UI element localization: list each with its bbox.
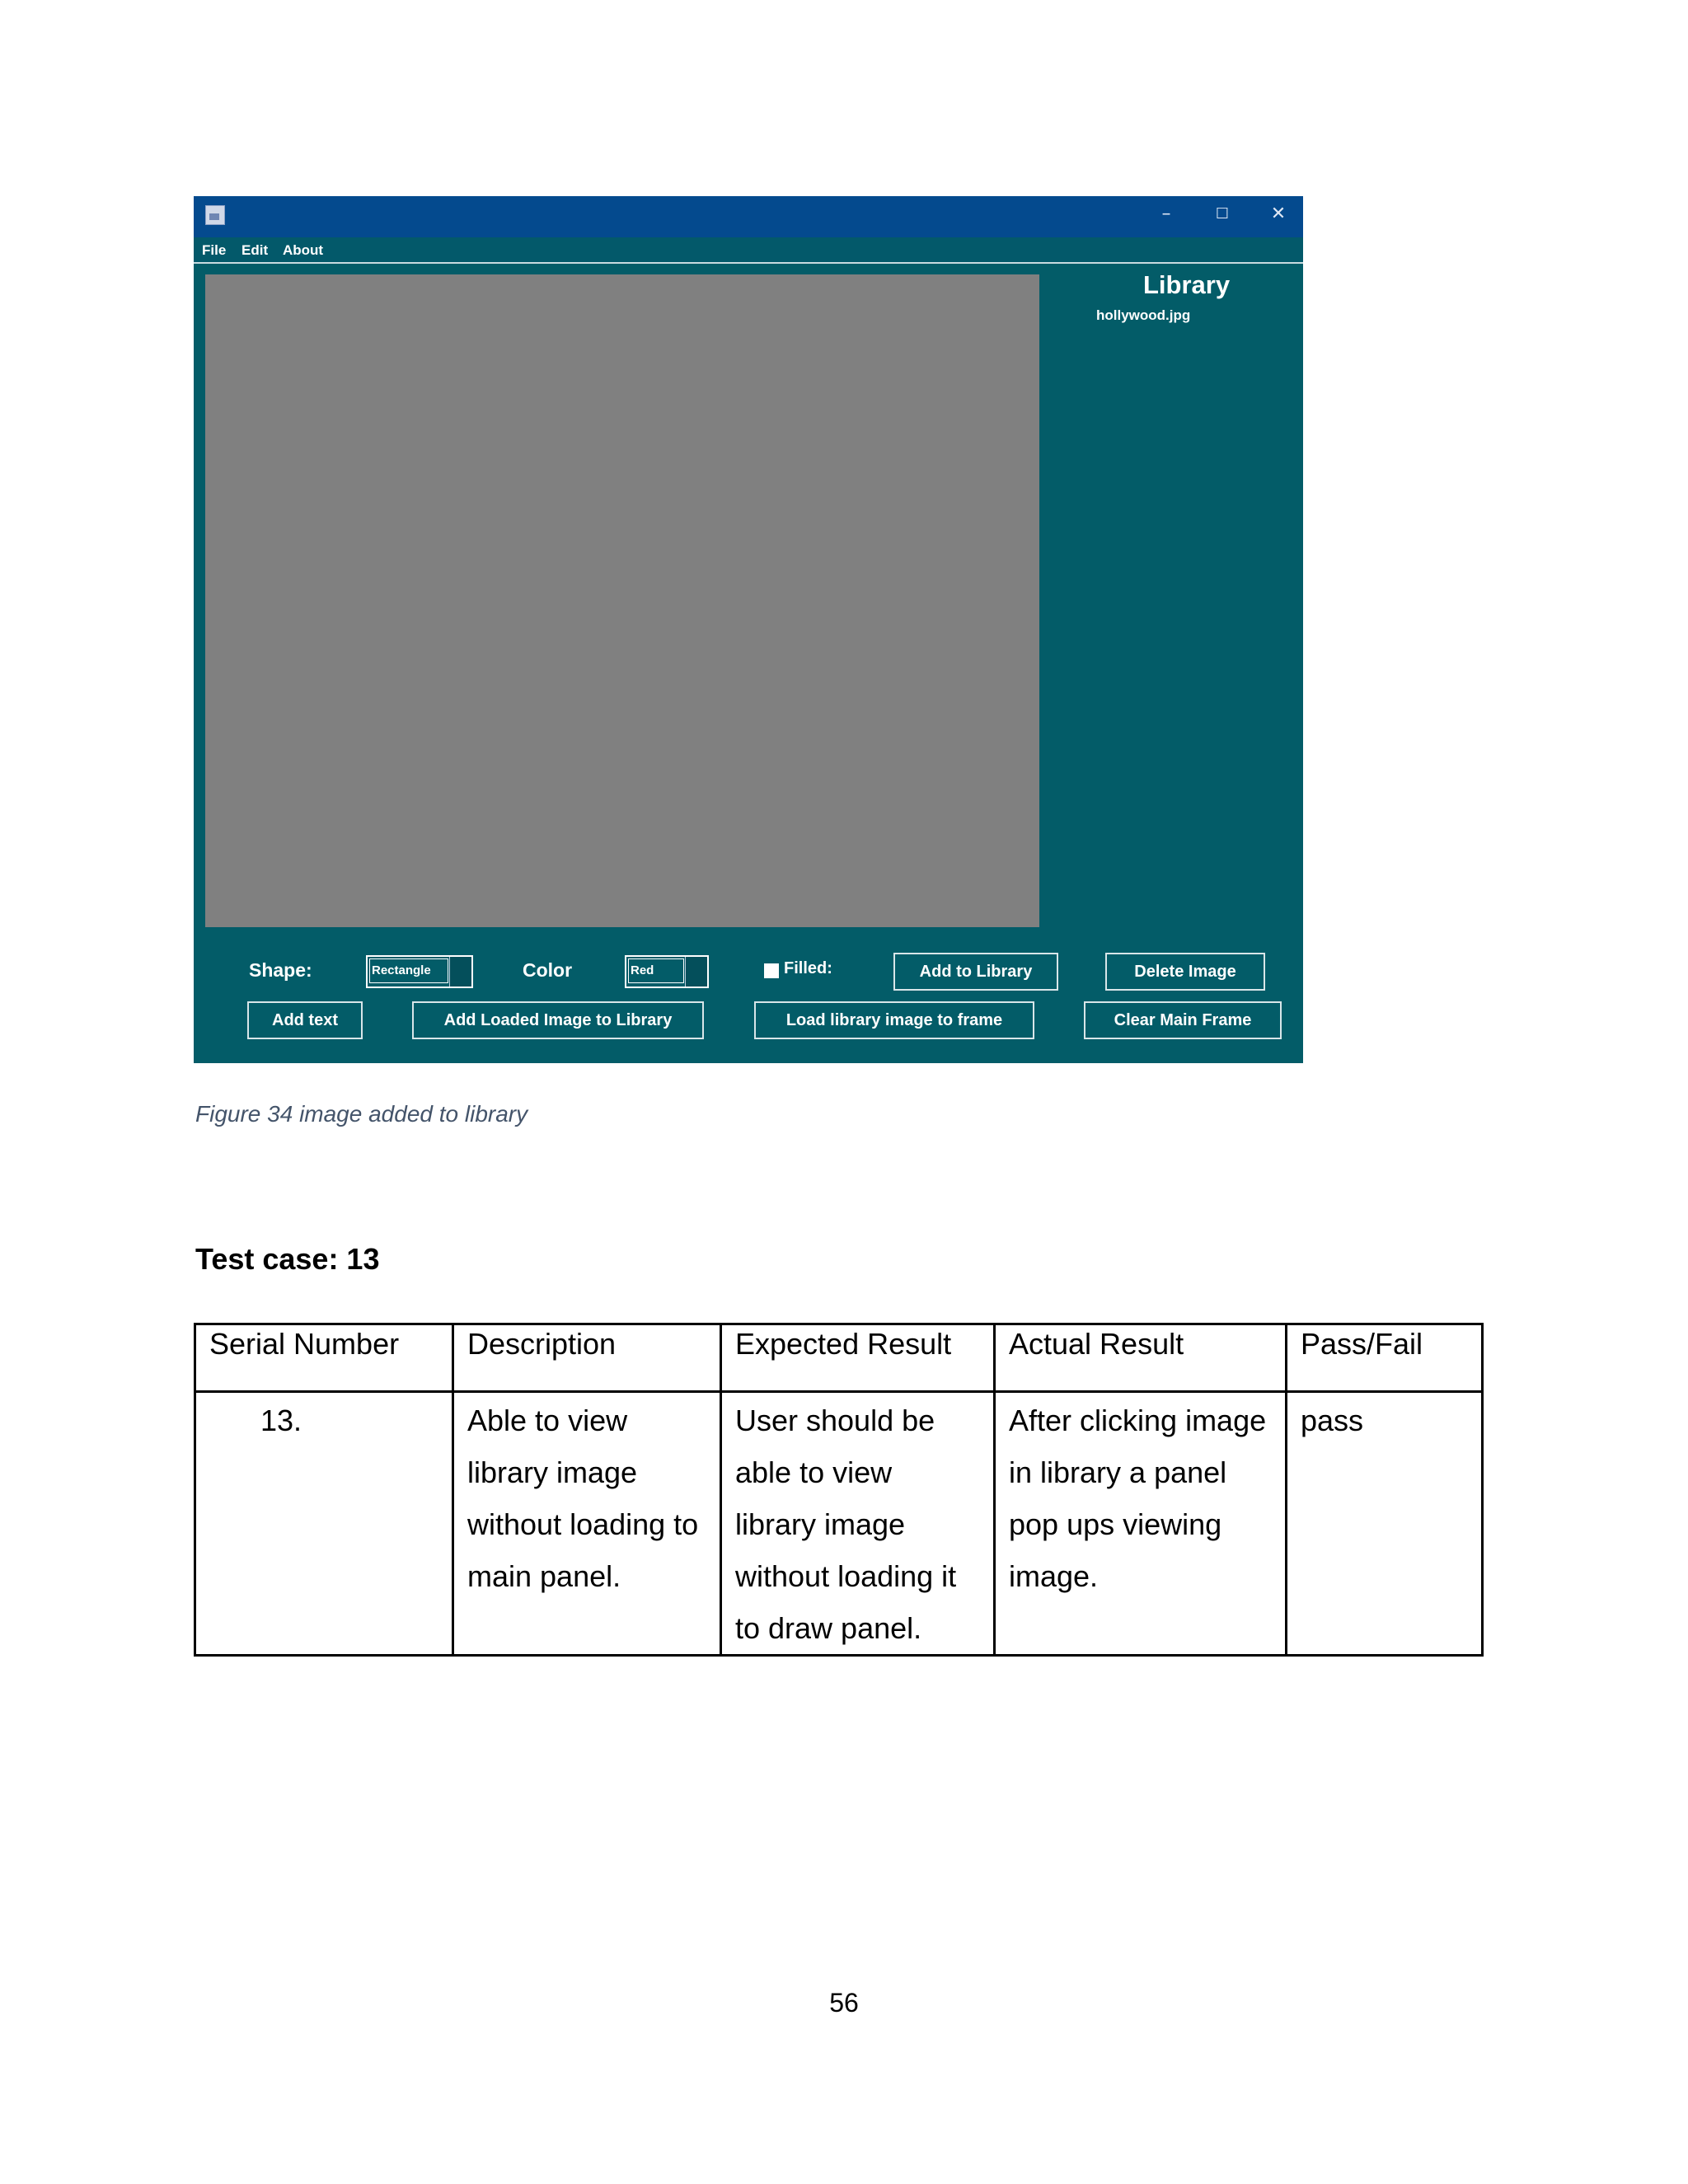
menu-about[interactable]: About xyxy=(283,242,324,258)
add-text-button[interactable]: Add text xyxy=(247,1001,363,1039)
cell-line: User should be xyxy=(735,1404,935,1437)
figure-caption: Figure 34 image added to library xyxy=(195,1101,528,1127)
chevron-down-icon xyxy=(449,957,471,987)
title-bar xyxy=(194,196,1303,237)
close-icon[interactable]: ✕ xyxy=(1270,204,1287,224)
column-header: Serial Number xyxy=(195,1324,453,1392)
clear-main-frame-button[interactable]: Clear Main Frame xyxy=(1084,1001,1282,1039)
page-number: 56 xyxy=(829,1988,859,2018)
add-loaded-image-button[interactable]: Add Loaded Image to Library xyxy=(412,1001,704,1039)
minimize-icon[interactable]: – xyxy=(1161,204,1171,224)
shape-select-value: Rectangle xyxy=(369,958,448,983)
test-case-table xyxy=(194,1323,1484,1657)
color-label: Color xyxy=(523,959,573,981)
cell-line: without loading it xyxy=(735,1559,957,1593)
column-header: Pass/Fail xyxy=(1287,1324,1483,1392)
serial-cell xyxy=(195,1392,453,1656)
cell-line: Able to view xyxy=(467,1404,628,1437)
column-header: Description xyxy=(453,1324,721,1392)
cell-line: able to view xyxy=(735,1455,893,1489)
chevron-down-icon xyxy=(685,957,707,987)
shape-label: Shape: xyxy=(249,959,312,981)
library-item[interactable]: hollywood.jpg xyxy=(1096,307,1191,323)
library-title: Library xyxy=(1143,270,1231,299)
cell-line: library image xyxy=(467,1455,638,1489)
actual-cell xyxy=(995,1392,1287,1656)
column-header: Expected Result xyxy=(721,1324,995,1392)
description-cell xyxy=(453,1392,721,1656)
filled-checkbox[interactable] xyxy=(764,963,779,978)
cell-line: main panel. xyxy=(467,1559,621,1593)
cell-line: library image xyxy=(735,1507,906,1541)
serial-value: 13. xyxy=(260,1404,302,1437)
add-to-library-button[interactable]: Add to Library xyxy=(893,953,1058,991)
expected-cell xyxy=(721,1392,995,1656)
cell-line: to draw panel. xyxy=(735,1611,922,1645)
color-select-value: Red xyxy=(628,958,684,983)
result-cell xyxy=(1287,1392,1483,1656)
table-header-row xyxy=(195,1324,1483,1392)
cell-line: without loading to xyxy=(467,1507,699,1541)
shape-select[interactable] xyxy=(366,955,473,988)
result-value: pass xyxy=(1301,1404,1364,1437)
menu-file[interactable]: File xyxy=(202,242,227,258)
color-select[interactable] xyxy=(625,955,709,988)
column-header: Actual Result xyxy=(995,1324,1287,1392)
maximize-icon[interactable]: ☐ xyxy=(1215,205,1230,223)
load-library-image-button[interactable]: Load library image to frame xyxy=(754,1001,1034,1039)
cell-line: pop ups viewing xyxy=(1009,1507,1222,1541)
test-case-heading: Test case: 13 xyxy=(195,1242,380,1276)
menu-bar xyxy=(194,237,1303,264)
app-window-screenshot xyxy=(194,196,1303,1063)
delete-image-button[interactable]: Delete Image xyxy=(1105,953,1265,991)
drawing-canvas[interactable] xyxy=(205,274,1039,927)
cell-line: in library a panel xyxy=(1009,1455,1227,1489)
filled-label: Filled: xyxy=(784,959,832,977)
table-row xyxy=(195,1392,1483,1656)
menu-edit[interactable]: Edit xyxy=(241,242,269,258)
cell-line: After clicking image xyxy=(1009,1404,1267,1437)
java-app-icon xyxy=(205,205,225,225)
cell-line: image. xyxy=(1009,1559,1099,1593)
